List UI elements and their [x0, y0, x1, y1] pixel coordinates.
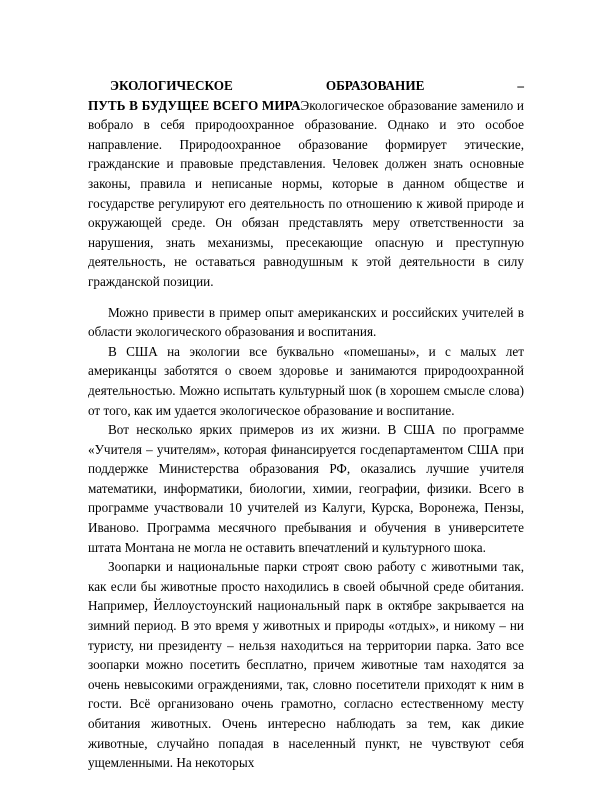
paragraph-2: Можно привести в пример опыт американских и российских учителей в области экологического образования и воспитания.	[88, 304, 524, 340]
paragraph-1	[88, 96, 524, 292]
heading-word-2: ОБРАЗОВАНИЕ	[325, 78, 425, 93]
paragraph-4: Вот несколько ярких примеров из их жизни. В США по программе «Учителя – учителям», которая финансируется госдепартаментом США при поддержке Министерства образования РФ, оказались лучшие учителя математики, информатики, биологии, химии, географии, физики. Всего в программе участвовали 10 учителей из Калуги, Курска, Воронежа, Пензы, Иваново. Программа месячного пребывания и обучения в университете штата Монтана не могла не оставить впечатлений и культурного шока.	[88, 422, 524, 555]
heading-word-1: ЭКОЛОГИЧЕСКОЕ	[110, 78, 233, 93]
document-page	[88, 76, 524, 773]
paragraph-3: В США на экологии все буквально «помешаны», и с малых лет американцы заботятся о своем здоровье и занимаются природоохранной деятельностью. Можно испытать культурный шок (в хорошем смысле слова) от того, как им удается экологическое образование и воспитание.	[88, 343, 524, 418]
heading-line-2: ПУТЬ В БУДУЩЕЕ ВСЕГО МИРА	[88, 97, 301, 113]
paragraph-5: Зоопарки и национальные парки строят свою работу с животными так, как если бы животные просто находились в своей обычной среде обитания. Например, Йеллоустоунский национальный парк в октябре закрывается на зимний период. В это время у животных и природы «отдых», и никому – ни туристу, ни президенту – нельзя находиться на территории парка. Зато все зоопарки можно посетить бесплатно, причем животные там находятся за очень невысокими ограждениями, так, словно посетители приходят к ним в гости. Всё организовано очень грамотно, согласно естественному месту обитания животных. Очень интересно наблюдать за тем, как дикие животные, случайно попадая в населенный пункт, не чувствуют себя ущемленными. На некоторых	[88, 559, 524, 771]
paragraph-1-text: Экологическое образование заменило и вобрало в себя природоохранное образование. Однако и это особое направление. Природоохранное образование формирует этические, гражданские и правовые представления. Человек должен знать основные законы, правила и неписаные нормы, которые в данном обществе и государстве регулируют его деятельность по отношению к живой природе и окружающей среде. Он обязан представлять меру ответственности за нарушения, знать механизмы, пресекающие опасную и преступную деятельность, не оставаться равнодушным к этой деятельности в силу гражданской позиции.	[88, 97, 524, 289]
heading-dash: –	[517, 78, 524, 93]
heading-line-1	[88, 76, 524, 96]
